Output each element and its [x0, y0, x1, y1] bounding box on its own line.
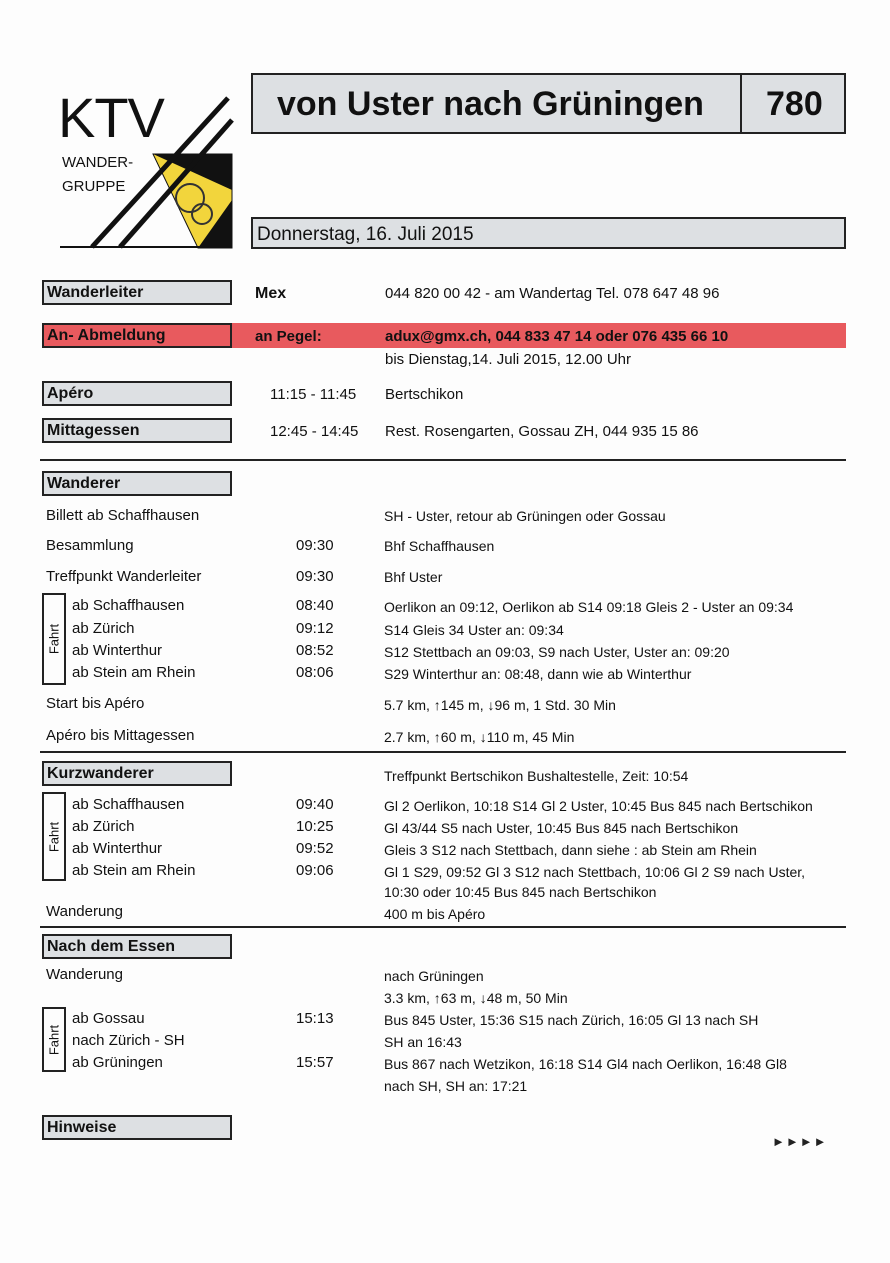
fahrt-label: Fahrt — [46, 821, 62, 852]
fahrt-detail: Gl 43/44 S5 nach Uster, 10:45 Bus 845 nach Bertschikon — [384, 820, 739, 836]
leader-contact: 044 820 00 42 - am Wandertag Tel. 078 647 48 96 — [385, 285, 720, 302]
fahrt-origin: ab Schaffhausen — [72, 796, 185, 813]
leader-name: Mex — [255, 285, 287, 302]
fahrt-time: 09:12 — [296, 620, 334, 637]
divider — [40, 751, 846, 753]
fahrt-time: 10:25 — [296, 818, 334, 835]
fahrt-origin: ab Winterthur — [72, 642, 163, 659]
fahrt-label: Fahrt — [46, 1024, 62, 1055]
registration-at: an Pegel: — [255, 328, 322, 345]
fahrt-detail: Oerlikon an 09:12, Oerlikon ab S14 09:18 Gleis 2 - Uster an 09:34 — [384, 599, 794, 615]
row-detail: Bhf Uster — [384, 569, 443, 585]
row-detail: 2.7 km, ↑60 m, ↓110 m, 45 Min — [384, 729, 575, 745]
fahrt-detail: S29 Winterthur an: 08:48, dann wie ab Winterthur — [384, 666, 692, 682]
hiking-crest-icon — [58, 86, 240, 250]
row-detail-cont: 3.3 km, ↑63 m, ↓48 m, 50 Min — [384, 990, 568, 1006]
date-box — [251, 217, 846, 249]
fahrt-origin: ab Grüningen — [72, 1054, 163, 1071]
kurz-treffpunkt: Treffpunkt Bertschikon Bushaltestelle, Zeit: 10:54 — [384, 768, 689, 784]
fahrt-time: 09:06 — [296, 862, 334, 879]
fahrt-detail: Gl 2 Oerlikon, 10:18 S14 Gl 2 Uster, 10:45 Bus 845 nach Bertschikon — [384, 798, 813, 814]
registration-contact: adux@gmx.ch, 044 833 47 14 oder 076 435 66 10 — [385, 328, 729, 345]
row-label: Wanderung — [46, 903, 123, 920]
fahrt-time: 08:52 — [296, 642, 334, 659]
page-title: von Uster nach Grüningen — [277, 85, 704, 123]
section-kurzwanderer: Kurzwanderer — [42, 761, 232, 786]
fahrt-time: 09:40 — [296, 796, 334, 813]
row-detail: Bhf Schaffhausen — [384, 538, 495, 554]
row-detail: SH - Uster, retour ab Grüningen oder Gossau — [384, 508, 666, 524]
fahrt-origin: ab Zürich — [72, 620, 135, 637]
number-box — [740, 73, 846, 134]
fahrt-detail-cont: 10:30 oder 10:45 Bus 845 nach Bertschikon — [384, 884, 657, 900]
row-detail: nach Grüningen — [384, 968, 484, 984]
apero-time: 11:15 - 11:45 — [270, 386, 357, 403]
fahrt-bracket — [42, 593, 66, 685]
tour-number: 780 — [766, 85, 823, 123]
title-box — [251, 73, 742, 134]
fahrt-detail: S14 Gleis 34 Uster an: 09:34 — [384, 622, 564, 638]
fahrt-detail: Bus 867 nach Wetzikon, 16:18 S14 Gl4 nach Oerlikon, 16:48 Gl8 — [384, 1056, 787, 1072]
registration-deadline: bis Dienstag,14. Juli 2015, 12.00 Uhr — [385, 351, 631, 368]
fahrt-origin: ab Stein am Rhein — [72, 664, 196, 681]
fahrt-detail-cont: nach SH, SH an: 17:21 — [384, 1078, 528, 1094]
section-wanderleiter: Wanderleiter — [42, 280, 232, 305]
tour-date: Donnerstag, 16. Juli 2015 — [257, 224, 474, 245]
lunch-place: Rest. Rosengarten, Gossau ZH, 044 935 15 86 — [385, 423, 699, 440]
fahrt-detail: SH an 16:43 — [384, 1034, 462, 1050]
fahrt-origin: ab Schaffhausen — [72, 597, 185, 614]
fahrt-time: 09:52 — [296, 840, 334, 857]
logo-sub1: WANDER- — [62, 154, 134, 171]
row-label: Besammlung — [46, 537, 134, 554]
fahrt-origin: ab Gossau — [72, 1010, 145, 1027]
fahrt-origin: ab Zürich — [72, 818, 135, 835]
section-apero: Apéro — [42, 381, 232, 406]
section-nach-dem-essen: Nach dem Essen — [42, 934, 232, 959]
fahrt-time: 08:06 — [296, 664, 334, 681]
row-label: Wanderung — [46, 966, 123, 983]
row-label: Apéro bis Mittagessen — [46, 727, 195, 744]
next-page-arrows-icon: ►►►► — [772, 1134, 828, 1149]
section-hinweise: Hinweise — [42, 1115, 232, 1140]
row-detail: 5.7 km, ↑145 m, ↓96 m, 1 Std. 30 Min — [384, 697, 616, 713]
fahrt-time: 15:57 — [296, 1054, 334, 1071]
fahrt-time: 08:40 — [296, 597, 334, 614]
fahrt-bracket — [42, 792, 66, 881]
row-label: Billett ab Schaffhausen — [46, 507, 200, 524]
logo-brand: KTV — [58, 86, 164, 149]
fahrt-origin: ab Winterthur — [72, 840, 163, 857]
fahrt-bracket — [42, 1007, 66, 1072]
section-anmeldung: An- Abmeldung — [42, 323, 232, 348]
apero-place: Bertschikon — [385, 386, 464, 403]
fahrt-detail: Gl 1 S29, 09:52 Gl 3 S12 nach Stettbach, 10:06 Gl 2 S9 nach Uster, — [384, 864, 806, 880]
fahrt-detail: Bus 845 Uster, 15:36 S15 nach Zürich, 16:05 Gl 13 nach SH — [384, 1012, 759, 1028]
section-mittagessen: Mittagessen — [42, 418, 232, 443]
fahrt-label: Fahrt — [46, 623, 62, 655]
fahrt-detail: Gleis 3 S12 nach Stettbach, dann siehe : ab Stein am Rhein — [384, 842, 757, 858]
fahrt-time: 15:13 — [296, 1010, 334, 1027]
fahrt-origin: ab Stein am Rhein — [72, 862, 196, 879]
row-detail: 400 m bis Apéro — [384, 906, 486, 922]
logo-sub2: GRUPPE — [62, 178, 126, 195]
section-wanderer: Wanderer — [42, 471, 232, 496]
fahrt-detail: S12 Stettbach an 09:03, S9 nach Uster, Uster an: 09:20 — [384, 644, 730, 660]
divider — [40, 926, 846, 928]
divider — [40, 459, 846, 461]
row-label: Start bis Apéro — [46, 695, 145, 712]
row-label: Treffpunkt Wanderleiter — [46, 568, 202, 585]
row-time: 09:30 — [296, 568, 334, 585]
fahrt-origin: nach Zürich - SH — [72, 1032, 185, 1049]
lunch-time: 12:45 - 14:45 — [270, 423, 359, 440]
row-time: 09:30 — [296, 537, 334, 554]
